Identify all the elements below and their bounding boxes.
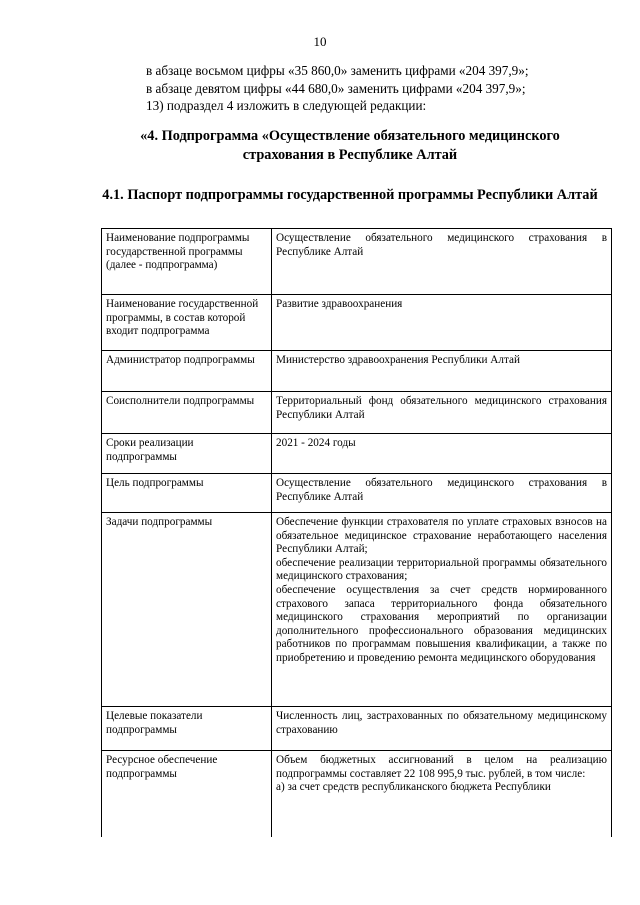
intro-line: 13) подраздел 4 изложить в следующей редакции: — [146, 98, 427, 113]
row-value: Министерство здравоохранения Республики Алтай — [272, 351, 612, 392]
table-row — [102, 474, 612, 513]
intro-line: в абзаце девятом цифры «44 680,0» заменить цифрами «204 397,9»; — [146, 80, 526, 96]
row-label: Задачи подпрограммы — [102, 513, 272, 707]
table-row — [102, 513, 612, 707]
row-value: Осуществление обязательного медицинского страхования в Республике Алтай — [272, 474, 612, 513]
row-value: 2021 - 2024 годы — [272, 434, 612, 474]
row-value: Объем бюджетных ассигнований в целом на реализацию подпрограммы составляет 22 108 995,9 тыс. рублей, в том числе: а) за счет средств республиканского бюджета Республики — [272, 751, 612, 841]
row-value: Обеспечение функции страхователя по уплате страховых взносов на обязательное медицинское страхование неработающего населения Республики Алтай; обеспечение реализации территориальной программы обязательного медицинского страхования; обеспечение осуществления за счет средств нормированного страхового запаса территориального фонда обязательного медицинского страхования мероприятий по организации дополнительного профессионального образования медицинских работников по программам повышения квалификации, а также по приобретению и проведению ремонта медицинского оборудования — [272, 513, 612, 707]
row-label: Сроки реализации подпрограммы — [102, 434, 272, 474]
table-row — [102, 351, 612, 392]
table-row — [102, 229, 612, 295]
table-row — [102, 707, 612, 751]
section-heading: «4. Подпрограмма «Осуществление обязательного медицинского страхования в Республике Алтай — [140, 128, 560, 163]
subsection-heading: 4.1. Паспорт подпрограммы государственной программы Республики Алтай — [102, 187, 598, 203]
table-row — [102, 751, 612, 841]
row-value: Численность лиц, застрахованных по обязательному медицинскому страхованию — [272, 707, 612, 751]
row-label: Наименование государственной программы, в состав которой входит подпрограмма — [102, 295, 272, 351]
row-label: Администратор подпрограммы — [102, 351, 272, 392]
row-value: Территориальный фонд обязательного медицинского страхования Республики Алтай — [272, 392, 612, 434]
row-label: Соисполнители подпрограммы — [102, 392, 272, 434]
intro-line: в абзаце восьмом цифры «35 860,0» заменить цифрами «204 397,9»; — [146, 63, 529, 78]
table-row — [102, 434, 612, 474]
passport-table — [101, 228, 612, 841]
intro-text — [146, 62, 529, 115]
row-value: Развитие здравоохранения — [272, 295, 612, 351]
table-row — [102, 295, 612, 351]
page-number: 10 — [313, 34, 327, 49]
page-bottom-margin — [0, 837, 640, 905]
table-row — [102, 392, 612, 434]
row-label: Целевые показатели подпрограммы — [102, 707, 272, 751]
row-label: Наименование подпрограммы государственной программы (далее - подпрограмма) — [102, 229, 272, 295]
row-value: Осуществление обязательного медицинского страхования в Республике Алтай — [272, 229, 612, 295]
row-label: Ресурсное обеспечение подпрограммы — [102, 751, 272, 841]
row-label: Цель подпрограммы — [102, 474, 272, 513]
